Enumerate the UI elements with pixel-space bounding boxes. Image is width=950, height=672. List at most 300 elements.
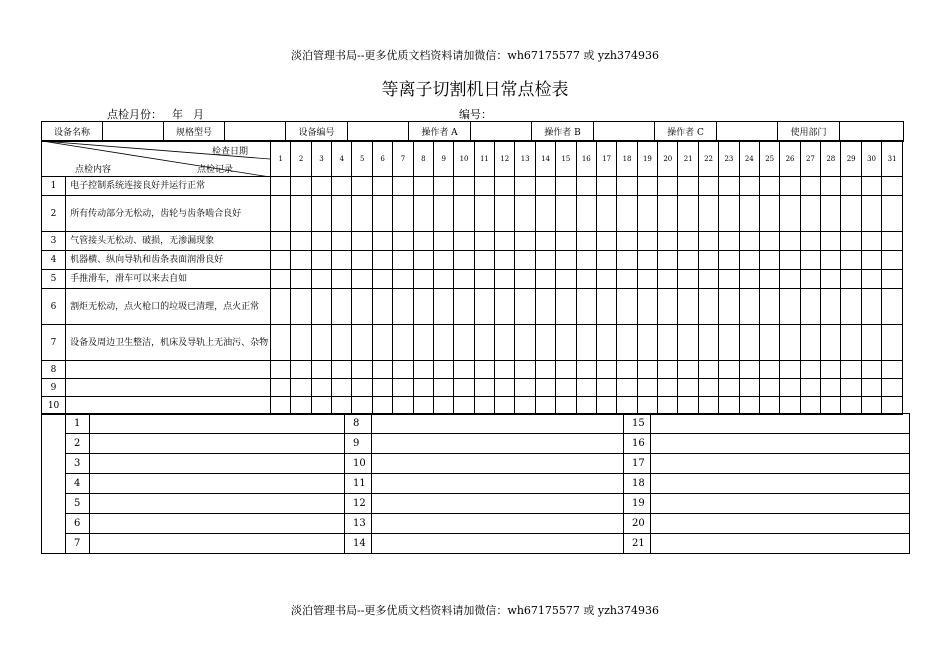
check-cell[interactable] — [596, 251, 616, 270]
check-cell[interactable] — [311, 232, 331, 251]
check-cell[interactable] — [352, 397, 372, 415]
check-cell[interactable] — [474, 289, 494, 325]
check-cell[interactable] — [311, 289, 331, 325]
check-cell[interactable] — [413, 232, 433, 251]
check-cell[interactable] — [596, 177, 616, 196]
check-cell[interactable] — [719, 177, 739, 196]
check-cell[interactable] — [861, 361, 881, 379]
check-cell[interactable] — [413, 289, 433, 325]
check-cell[interactable] — [698, 270, 718, 289]
check-cell[interactable] — [861, 251, 881, 270]
check-cell[interactable] — [617, 177, 637, 196]
check-cell[interactable] — [861, 196, 881, 232]
check-cell[interactable] — [678, 232, 698, 251]
check-cell[interactable] — [759, 325, 779, 361]
check-cell[interactable] — [596, 196, 616, 232]
check-cell[interactable] — [596, 397, 616, 415]
check-cell[interactable] — [698, 361, 718, 379]
check-cell[interactable] — [495, 177, 515, 196]
check-cell[interactable] — [861, 177, 881, 196]
check-cell[interactable] — [739, 232, 759, 251]
check-cell[interactable] — [474, 270, 494, 289]
check-cell[interactable] — [372, 251, 392, 270]
check-cell[interactable] — [454, 379, 474, 397]
check-cell[interactable] — [291, 325, 311, 361]
operator-b-field[interactable] — [594, 122, 655, 142]
check-cell[interactable] — [780, 177, 800, 196]
check-cell[interactable] — [719, 325, 739, 361]
check-cell[interactable] — [413, 325, 433, 361]
check-cell[interactable] — [800, 289, 820, 325]
check-cell[interactable] — [678, 325, 698, 361]
check-cell[interactable] — [719, 289, 739, 325]
check-cell[interactable] — [372, 177, 392, 196]
check-cell[interactable] — [535, 397, 555, 415]
check-cell[interactable] — [454, 270, 474, 289]
check-cell[interactable] — [291, 270, 311, 289]
check-cell[interactable] — [800, 177, 820, 196]
check-cell[interactable] — [637, 289, 657, 325]
check-cell[interactable] — [535, 325, 555, 361]
check-cell[interactable] — [637, 232, 657, 251]
check-cell[interactable] — [332, 379, 352, 397]
check-cell[interactable] — [739, 361, 759, 379]
notes-field[interactable] — [90, 514, 345, 534]
check-cell[interactable] — [800, 232, 820, 251]
check-cell[interactable] — [535, 196, 555, 232]
check-cell[interactable] — [495, 251, 515, 270]
check-cell[interactable] — [413, 251, 433, 270]
check-cell[interactable] — [352, 232, 372, 251]
check-cell[interactable] — [861, 289, 881, 325]
notes-field[interactable] — [90, 474, 345, 494]
check-cell[interactable] — [352, 270, 372, 289]
check-cell[interactable] — [515, 251, 535, 270]
check-cell[interactable] — [393, 270, 413, 289]
check-cell[interactable] — [637, 325, 657, 361]
check-cell[interactable] — [576, 325, 596, 361]
check-cell[interactable] — [433, 289, 453, 325]
check-cell[interactable] — [270, 397, 290, 415]
check-cell[interactable] — [454, 361, 474, 379]
check-cell[interactable] — [535, 270, 555, 289]
check-cell[interactable] — [576, 232, 596, 251]
check-cell[interactable] — [535, 232, 555, 251]
check-cell[interactable] — [433, 232, 453, 251]
check-cell[interactable] — [270, 361, 290, 379]
check-cell[interactable] — [576, 177, 596, 196]
check-cell[interactable] — [433, 196, 453, 232]
check-cell[interactable] — [698, 397, 718, 415]
check-cell[interactable] — [780, 397, 800, 415]
check-cell[interactable] — [617, 232, 637, 251]
check-cell[interactable] — [861, 325, 881, 361]
notes-field[interactable] — [651, 514, 910, 534]
check-cell[interactable] — [617, 397, 637, 415]
check-cell[interactable] — [759, 196, 779, 232]
check-cell[interactable] — [495, 289, 515, 325]
check-cell[interactable] — [270, 196, 290, 232]
check-cell[interactable] — [556, 361, 576, 379]
check-cell[interactable] — [698, 196, 718, 232]
check-cell[interactable] — [576, 361, 596, 379]
check-cell[interactable] — [658, 232, 678, 251]
check-cell[interactable] — [495, 232, 515, 251]
check-cell[interactable] — [474, 232, 494, 251]
check-cell[interactable] — [841, 361, 861, 379]
device-name-field[interactable] — [103, 122, 164, 142]
check-cell[interactable] — [821, 177, 841, 196]
check-cell[interactable] — [393, 251, 413, 270]
check-cell[interactable] — [270, 251, 290, 270]
check-cell[interactable] — [739, 251, 759, 270]
check-cell[interactable] — [393, 379, 413, 397]
check-cell[interactable] — [882, 361, 903, 379]
department-field[interactable] — [840, 122, 904, 142]
check-cell[interactable] — [719, 361, 739, 379]
check-cell[interactable] — [535, 289, 555, 325]
notes-field[interactable] — [90, 434, 345, 454]
check-cell[interactable] — [311, 196, 331, 232]
check-cell[interactable] — [515, 270, 535, 289]
check-cell[interactable] — [474, 325, 494, 361]
check-cell[interactable] — [658, 289, 678, 325]
check-cell[interactable] — [841, 196, 861, 232]
check-cell[interactable] — [352, 196, 372, 232]
notes-field[interactable] — [651, 434, 910, 454]
notes-field[interactable] — [651, 454, 910, 474]
check-cell[interactable] — [739, 397, 759, 415]
notes-field[interactable] — [651, 534, 910, 554]
check-cell[interactable] — [719, 397, 739, 415]
check-cell[interactable] — [719, 270, 739, 289]
check-cell[interactable] — [454, 289, 474, 325]
check-cell[interactable] — [495, 270, 515, 289]
check-cell[interactable] — [332, 251, 352, 270]
check-cell[interactable] — [739, 289, 759, 325]
check-cell[interactable] — [780, 196, 800, 232]
check-cell[interactable] — [270, 289, 290, 325]
check-cell[interactable] — [433, 251, 453, 270]
check-cell[interactable] — [780, 325, 800, 361]
check-cell[interactable] — [332, 196, 352, 232]
notes-field[interactable] — [90, 494, 345, 514]
check-cell[interactable] — [433, 270, 453, 289]
check-cell[interactable] — [556, 177, 576, 196]
check-cell[interactable] — [413, 397, 433, 415]
notes-field[interactable] — [372, 534, 624, 554]
check-cell[interactable] — [678, 177, 698, 196]
notes-field[interactable] — [90, 414, 345, 434]
check-cell[interactable] — [352, 177, 372, 196]
check-cell[interactable] — [596, 325, 616, 361]
check-cell[interactable] — [576, 289, 596, 325]
check-cell[interactable] — [535, 379, 555, 397]
check-cell[interactable] — [759, 251, 779, 270]
check-cell[interactable] — [698, 232, 718, 251]
check-cell[interactable] — [739, 325, 759, 361]
check-cell[interactable] — [658, 177, 678, 196]
check-cell[interactable] — [698, 289, 718, 325]
check-cell[interactable] — [698, 177, 718, 196]
check-cell[interactable] — [291, 397, 311, 415]
check-cell[interactable] — [372, 361, 392, 379]
check-cell[interactable] — [393, 196, 413, 232]
check-cell[interactable] — [637, 361, 657, 379]
check-cell[interactable] — [576, 397, 596, 415]
check-cell[interactable] — [821, 379, 841, 397]
check-cell[interactable] — [841, 177, 861, 196]
check-cell[interactable] — [800, 196, 820, 232]
check-cell[interactable] — [372, 379, 392, 397]
check-cell[interactable] — [332, 232, 352, 251]
check-cell[interactable] — [474, 361, 494, 379]
check-cell[interactable] — [372, 397, 392, 415]
check-cell[interactable] — [739, 270, 759, 289]
check-cell[interactable] — [759, 232, 779, 251]
check-cell[interactable] — [454, 177, 474, 196]
check-cell[interactable] — [332, 289, 352, 325]
check-cell[interactable] — [474, 196, 494, 232]
notes-field[interactable] — [651, 474, 910, 494]
check-cell[interactable] — [474, 177, 494, 196]
check-cell[interactable] — [759, 379, 779, 397]
check-cell[interactable] — [759, 361, 779, 379]
check-cell[interactable] — [332, 397, 352, 415]
check-cell[interactable] — [841, 325, 861, 361]
check-cell[interactable] — [841, 251, 861, 270]
check-cell[interactable] — [535, 251, 555, 270]
check-cell[interactable] — [454, 397, 474, 415]
check-cell[interactable] — [556, 325, 576, 361]
check-cell[interactable] — [882, 232, 903, 251]
check-cell[interactable] — [739, 379, 759, 397]
check-cell[interactable] — [454, 232, 474, 251]
check-cell[interactable] — [311, 325, 331, 361]
check-cell[interactable] — [393, 361, 413, 379]
check-cell[interactable] — [617, 361, 637, 379]
check-cell[interactable] — [332, 177, 352, 196]
check-cell[interactable] — [495, 379, 515, 397]
check-cell[interactable] — [882, 397, 903, 415]
check-cell[interactable] — [311, 379, 331, 397]
check-cell[interactable] — [882, 196, 903, 232]
check-cell[interactable] — [352, 251, 372, 270]
check-cell[interactable] — [311, 397, 331, 415]
check-cell[interactable] — [780, 251, 800, 270]
check-cell[interactable] — [800, 251, 820, 270]
check-cell[interactable] — [393, 289, 413, 325]
check-cell[interactable] — [576, 251, 596, 270]
notes-field[interactable] — [90, 454, 345, 474]
check-cell[interactable] — [759, 289, 779, 325]
operator-c-field[interactable] — [717, 122, 778, 142]
check-cell[interactable] — [372, 270, 392, 289]
check-cell[interactable] — [291, 289, 311, 325]
check-cell[interactable] — [658, 397, 678, 415]
check-cell[interactable] — [821, 289, 841, 325]
check-cell[interactable] — [291, 177, 311, 196]
check-cell[interactable] — [270, 177, 290, 196]
check-cell[interactable] — [454, 251, 474, 270]
check-cell[interactable] — [617, 251, 637, 270]
check-cell[interactable] — [311, 177, 331, 196]
check-cell[interactable] — [556, 270, 576, 289]
check-cell[interactable] — [495, 361, 515, 379]
check-cell[interactable] — [841, 232, 861, 251]
check-cell[interactable] — [759, 270, 779, 289]
check-cell[interactable] — [658, 325, 678, 361]
check-cell[interactable] — [698, 325, 718, 361]
check-cell[interactable] — [678, 397, 698, 415]
check-cell[interactable] — [515, 289, 535, 325]
check-cell[interactable] — [393, 177, 413, 196]
check-cell[interactable] — [291, 379, 311, 397]
check-cell[interactable] — [291, 251, 311, 270]
check-cell[interactable] — [780, 289, 800, 325]
check-cell[interactable] — [719, 379, 739, 397]
check-cell[interactable] — [800, 325, 820, 361]
check-cell[interactable] — [800, 270, 820, 289]
check-cell[interactable] — [698, 379, 718, 397]
check-cell[interactable] — [861, 270, 881, 289]
check-cell[interactable] — [352, 289, 372, 325]
check-cell[interactable] — [821, 232, 841, 251]
notes-field[interactable] — [372, 474, 624, 494]
check-cell[interactable] — [719, 196, 739, 232]
check-cell[interactable] — [332, 270, 352, 289]
check-cell[interactable] — [841, 379, 861, 397]
check-cell[interactable] — [433, 325, 453, 361]
check-cell[interactable] — [882, 379, 903, 397]
check-cell[interactable] — [637, 379, 657, 397]
check-cell[interactable] — [678, 251, 698, 270]
check-cell[interactable] — [617, 270, 637, 289]
check-cell[interactable] — [861, 232, 881, 251]
check-cell[interactable] — [882, 177, 903, 196]
notes-field[interactable] — [372, 514, 624, 534]
check-cell[interactable] — [780, 232, 800, 251]
check-cell[interactable] — [658, 361, 678, 379]
check-cell[interactable] — [658, 251, 678, 270]
operator-a-field[interactable] — [471, 122, 532, 142]
check-cell[interactable] — [556, 397, 576, 415]
check-cell[interactable] — [882, 289, 903, 325]
check-cell[interactable] — [393, 397, 413, 415]
check-cell[interactable] — [637, 397, 657, 415]
check-cell[interactable] — [719, 251, 739, 270]
check-cell[interactable] — [596, 289, 616, 325]
check-cell[interactable] — [678, 196, 698, 232]
check-cell[interactable] — [780, 361, 800, 379]
check-cell[interactable] — [372, 196, 392, 232]
check-cell[interactable] — [861, 397, 881, 415]
check-cell[interactable] — [658, 270, 678, 289]
check-cell[interactable] — [433, 397, 453, 415]
check-cell[interactable] — [617, 289, 637, 325]
check-cell[interactable] — [535, 177, 555, 196]
check-cell[interactable] — [454, 196, 474, 232]
check-cell[interactable] — [800, 397, 820, 415]
check-cell[interactable] — [515, 397, 535, 415]
check-cell[interactable] — [556, 251, 576, 270]
check-cell[interactable] — [556, 379, 576, 397]
check-cell[interactable] — [882, 270, 903, 289]
check-cell[interactable] — [821, 251, 841, 270]
check-cell[interactable] — [433, 379, 453, 397]
check-cell[interactable] — [596, 270, 616, 289]
check-cell[interactable] — [821, 397, 841, 415]
notes-field[interactable] — [651, 414, 910, 434]
check-cell[interactable] — [821, 325, 841, 361]
check-cell[interactable] — [515, 361, 535, 379]
check-cell[interactable] — [678, 289, 698, 325]
check-cell[interactable] — [352, 325, 372, 361]
check-cell[interactable] — [841, 397, 861, 415]
check-cell[interactable] — [433, 177, 453, 196]
check-cell[interactable] — [372, 325, 392, 361]
notes-field[interactable] — [372, 454, 624, 474]
notes-field[interactable] — [90, 534, 345, 554]
notes-field[interactable] — [651, 494, 910, 514]
check-cell[interactable] — [270, 270, 290, 289]
check-cell[interactable] — [515, 196, 535, 232]
check-cell[interactable] — [474, 251, 494, 270]
check-cell[interactable] — [332, 361, 352, 379]
check-cell[interactable] — [291, 361, 311, 379]
check-cell[interactable] — [413, 270, 433, 289]
check-cell[interactable] — [780, 270, 800, 289]
check-cell[interactable] — [372, 232, 392, 251]
check-cell[interactable] — [311, 361, 331, 379]
check-cell[interactable] — [311, 251, 331, 270]
check-cell[interactable] — [291, 232, 311, 251]
check-cell[interactable] — [413, 177, 433, 196]
check-cell[interactable] — [474, 397, 494, 415]
check-cell[interactable] — [882, 325, 903, 361]
check-cell[interactable] — [678, 379, 698, 397]
check-cell[interactable] — [433, 361, 453, 379]
check-cell[interactable] — [495, 397, 515, 415]
check-cell[interactable] — [841, 270, 861, 289]
check-cell[interactable] — [352, 379, 372, 397]
check-cell[interactable] — [800, 361, 820, 379]
notes-field[interactable] — [372, 494, 624, 514]
check-cell[interactable] — [270, 232, 290, 251]
check-cell[interactable] — [821, 196, 841, 232]
check-cell[interactable] — [495, 196, 515, 232]
check-cell[interactable] — [413, 361, 433, 379]
check-cell[interactable] — [515, 232, 535, 251]
check-cell[interactable] — [678, 361, 698, 379]
check-cell[interactable] — [678, 270, 698, 289]
check-cell[interactable] — [291, 196, 311, 232]
check-cell[interactable] — [596, 379, 616, 397]
check-cell[interactable] — [556, 232, 576, 251]
check-cell[interactable] — [413, 196, 433, 232]
check-cell[interactable] — [495, 325, 515, 361]
check-cell[interactable] — [556, 289, 576, 325]
notes-field[interactable] — [372, 434, 624, 454]
check-cell[interactable] — [535, 361, 555, 379]
check-cell[interactable] — [821, 361, 841, 379]
check-cell[interactable] — [515, 177, 535, 196]
check-cell[interactable] — [617, 325, 637, 361]
check-cell[interactable] — [413, 379, 433, 397]
check-cell[interactable] — [596, 232, 616, 251]
check-cell[interactable] — [576, 196, 596, 232]
check-cell[interactable] — [759, 397, 779, 415]
